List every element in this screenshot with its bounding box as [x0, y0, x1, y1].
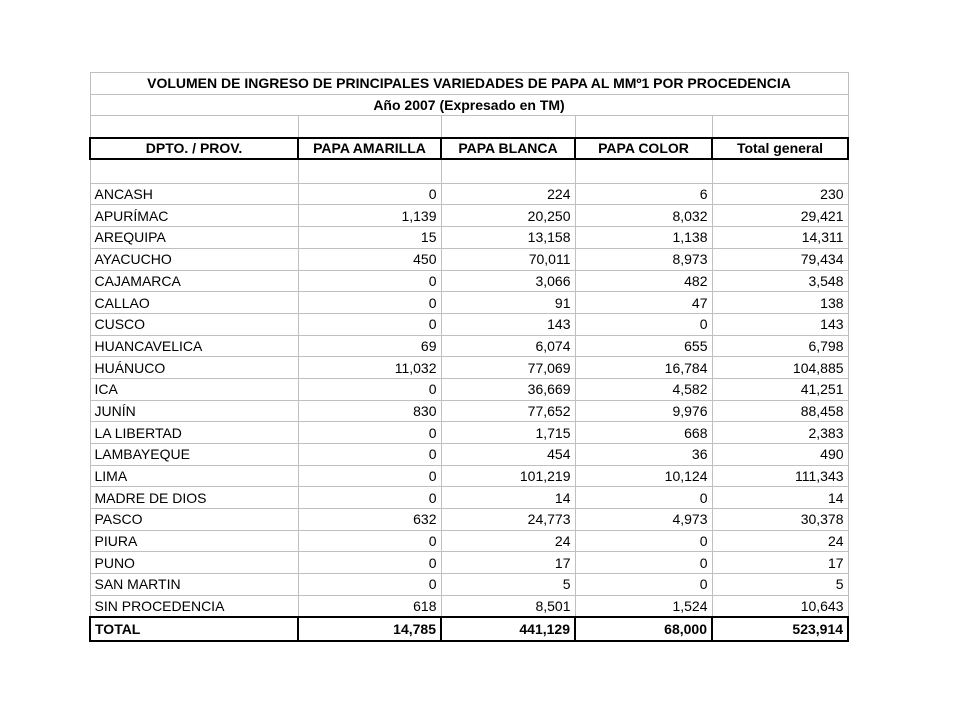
row-label-cell: LIMA	[90, 465, 298, 487]
table-row	[90, 270, 848, 292]
value-cell: 1,524	[575, 595, 712, 617]
row-label-cell: AREQUIPA	[90, 227, 298, 249]
value-cell: 11,032	[298, 357, 441, 379]
value-cell: 14,311	[712, 227, 848, 249]
table-row	[90, 313, 848, 335]
row-label-cell: JUNÍN	[90, 400, 298, 422]
value-cell: 454	[441, 444, 575, 466]
value-cell: 0	[298, 183, 441, 205]
value-cell: 70,011	[441, 248, 575, 270]
value-cell: 77,069	[441, 357, 575, 379]
value-cell: 1,138	[575, 227, 712, 249]
row-label-cell: SAN MARTIN	[90, 574, 298, 596]
value-cell: 0	[575, 552, 712, 574]
table-row	[90, 574, 848, 596]
column-header-papa-blanca: PAPA BLANCA	[441, 138, 575, 160]
value-cell: 77,652	[441, 400, 575, 422]
value-cell: 8,973	[575, 248, 712, 270]
value-cell: 17	[712, 552, 848, 574]
value-cell: 36,669	[441, 378, 575, 400]
value-cell: 15	[298, 227, 441, 249]
spreadsheet-table-container	[89, 72, 847, 642]
value-cell: 13,158	[441, 227, 575, 249]
row-label-cell: CUSCO	[90, 313, 298, 335]
table-row	[90, 465, 848, 487]
value-cell: 0	[298, 530, 441, 552]
empty-cell	[90, 159, 298, 183]
row-label-cell: LAMBAYEQUE	[90, 444, 298, 466]
total-label-cell: TOTAL	[90, 617, 298, 641]
table-row	[90, 422, 848, 444]
value-cell: 0	[575, 530, 712, 552]
value-cell: 6	[575, 183, 712, 205]
value-cell: 10,124	[575, 465, 712, 487]
row-label-cell: PASCO	[90, 509, 298, 531]
value-cell: 143	[441, 313, 575, 335]
table-subtitle: Año 2007 (Expresado en TM)	[90, 94, 848, 116]
value-cell: 0	[575, 313, 712, 335]
value-cell: 0	[298, 465, 441, 487]
row-label-cell: PUNO	[90, 552, 298, 574]
row-label-cell: MADRE DE DIOS	[90, 487, 298, 509]
empty-cell	[575, 159, 712, 183]
value-cell: 69	[298, 335, 441, 357]
table-row	[90, 248, 848, 270]
empty-cell	[90, 116, 298, 138]
table-row	[90, 378, 848, 400]
table-row	[90, 292, 848, 314]
value-cell: 8,032	[575, 205, 712, 227]
row-label-cell: CALLAO	[90, 292, 298, 314]
value-cell: 0	[575, 574, 712, 596]
value-cell: 0	[575, 487, 712, 509]
value-cell: 0	[298, 574, 441, 596]
row-label-cell: CAJAMARCA	[90, 270, 298, 292]
value-cell: 482	[575, 270, 712, 292]
blank-row	[90, 116, 848, 138]
value-cell: 655	[575, 335, 712, 357]
total-value-cell: 441,129	[441, 617, 575, 641]
value-cell: 1,715	[441, 422, 575, 444]
table-row	[90, 227, 848, 249]
blank-row	[90, 159, 848, 183]
value-cell: 111,343	[712, 465, 848, 487]
value-cell: 24	[441, 530, 575, 552]
value-cell: 1,139	[298, 205, 441, 227]
empty-cell	[298, 159, 441, 183]
value-cell: 3,066	[441, 270, 575, 292]
value-cell: 10,643	[712, 595, 848, 617]
value-cell: 618	[298, 595, 441, 617]
value-cell: 16,784	[575, 357, 712, 379]
total-row	[90, 617, 848, 641]
subtitle-row	[90, 94, 848, 116]
table-row	[90, 205, 848, 227]
value-cell: 450	[298, 248, 441, 270]
value-cell: 24	[712, 530, 848, 552]
row-label-cell: HUANCAVELICA	[90, 335, 298, 357]
row-label-cell: LA LIBERTAD	[90, 422, 298, 444]
value-cell: 668	[575, 422, 712, 444]
value-cell: 0	[298, 487, 441, 509]
value-cell: 138	[712, 292, 848, 314]
value-cell: 5	[712, 574, 848, 596]
header-row	[90, 138, 848, 160]
value-cell: 0	[298, 270, 441, 292]
total-value-cell: 68,000	[575, 617, 712, 641]
empty-cell	[712, 159, 848, 183]
value-cell: 9,976	[575, 400, 712, 422]
value-cell: 14	[712, 487, 848, 509]
value-cell: 8,501	[441, 595, 575, 617]
empty-cell	[441, 159, 575, 183]
column-header-dpto: DPTO. / PROV.	[90, 138, 298, 160]
value-cell: 24,773	[441, 509, 575, 531]
value-cell: 6,074	[441, 335, 575, 357]
value-cell: 0	[298, 444, 441, 466]
value-cell: 14	[441, 487, 575, 509]
value-cell: 36	[575, 444, 712, 466]
empty-cell	[441, 116, 575, 138]
row-label-cell: APURÍMAC	[90, 205, 298, 227]
table-row	[90, 400, 848, 422]
table-row	[90, 595, 848, 617]
title-row	[90, 73, 848, 95]
table-row	[90, 444, 848, 466]
value-cell: 47	[575, 292, 712, 314]
value-cell: 0	[298, 552, 441, 574]
row-label-cell: AYACUCHO	[90, 248, 298, 270]
value-cell: 20,250	[441, 205, 575, 227]
column-header-total-general: Total general	[712, 138, 848, 160]
table-row	[90, 487, 848, 509]
value-cell: 88,458	[712, 400, 848, 422]
value-cell: 0	[298, 422, 441, 444]
value-cell: 104,885	[712, 357, 848, 379]
value-cell: 5	[441, 574, 575, 596]
value-cell: 490	[712, 444, 848, 466]
table-title: VOLUMEN DE INGRESO DE PRINCIPALES VARIEDADES DE PAPA AL MMº1 POR PROCEDENCIA	[90, 73, 848, 95]
column-header-papa-amarilla: PAPA AMARILLA	[298, 138, 441, 160]
value-cell: 30,378	[712, 509, 848, 531]
row-label-cell: SIN PROCEDENCIA	[90, 595, 298, 617]
value-cell: 101,219	[441, 465, 575, 487]
table-row	[90, 335, 848, 357]
value-cell: 0	[298, 378, 441, 400]
value-cell: 4,582	[575, 378, 712, 400]
value-cell: 0	[298, 292, 441, 314]
value-cell: 224	[441, 183, 575, 205]
row-label-cell: PIURA	[90, 530, 298, 552]
value-cell: 91	[441, 292, 575, 314]
empty-cell	[712, 116, 848, 138]
value-cell: 79,434	[712, 248, 848, 270]
data-table	[89, 72, 849, 642]
value-cell: 632	[298, 509, 441, 531]
empty-cell	[298, 116, 441, 138]
value-cell: 143	[712, 313, 848, 335]
value-cell: 0	[298, 313, 441, 335]
value-cell: 4,973	[575, 509, 712, 531]
value-cell: 29,421	[712, 205, 848, 227]
value-cell: 830	[298, 400, 441, 422]
value-cell: 3,548	[712, 270, 848, 292]
table-row	[90, 530, 848, 552]
value-cell: 230	[712, 183, 848, 205]
row-label-cell: ICA	[90, 378, 298, 400]
table-row	[90, 552, 848, 574]
row-label-cell: ANCASH	[90, 183, 298, 205]
table-row	[90, 509, 848, 531]
row-label-cell: HUÁNUCO	[90, 357, 298, 379]
column-header-papa-color: PAPA COLOR	[575, 138, 712, 160]
total-value-cell: 523,914	[712, 617, 848, 641]
value-cell: 17	[441, 552, 575, 574]
table-row	[90, 357, 848, 379]
empty-cell	[575, 116, 712, 138]
value-cell: 6,798	[712, 335, 848, 357]
value-cell: 41,251	[712, 378, 848, 400]
value-cell: 2,383	[712, 422, 848, 444]
table-row	[90, 183, 848, 205]
total-value-cell: 14,785	[298, 617, 441, 641]
